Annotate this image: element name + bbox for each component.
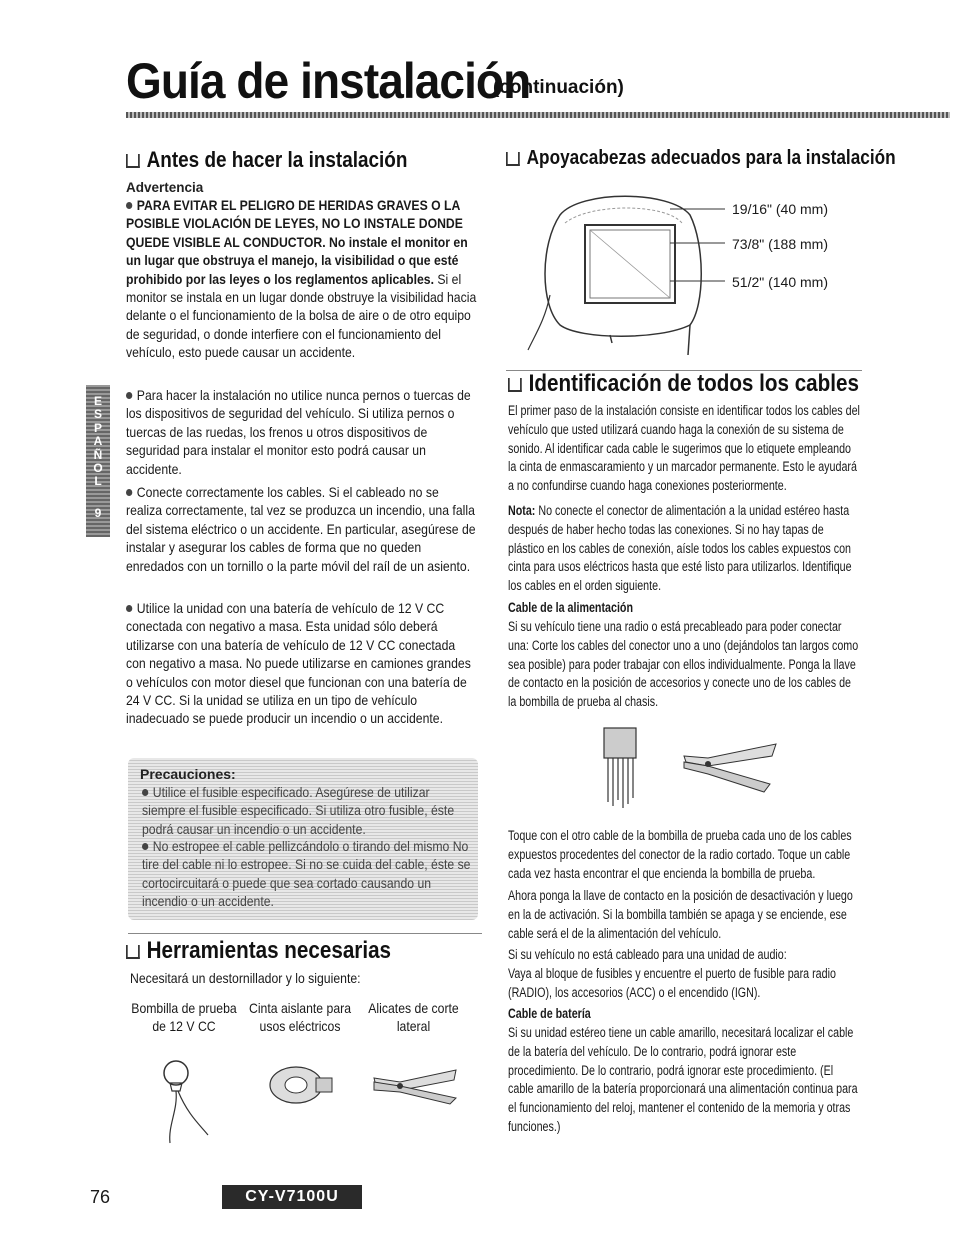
- language-side-tab: [86, 385, 110, 537]
- section-heading-antes: Antes de hacer la instalación: [126, 147, 407, 173]
- side-tab-letter: L: [94, 474, 102, 489]
- checkbox-icon: [506, 152, 520, 166]
- warning-bold: PARA EVITAR EL PELIGRO DE HERIDAS GRAVES O LA POSIBLE VIOLACIÓN DE LEYES, NO LO INSTALE DONDE QUEDE VISIBLE AL CONDUCTOR. No instale el monitor en un lugar que obstruya el manejo, la visibilidad o que esté prohibido por las leyes o los reglamentos aplicables.: [126, 198, 468, 287]
- identificacion-para-3: Ahora ponga la llave de contacto en la posición de desactivación y luego en la de activación. Si la bombilla también se apaga y se enciende, ese cable será el de la alimentación del vehículo.: [508, 888, 853, 941]
- side-cutter-pliers-icon: [370, 1060, 460, 1110]
- identificacion-para-5: Vaya al bloque de fusibles y encuentre el puerto de fusible para radio (RADIO), los accesorios (ACC) o el encendido (IGN).: [508, 966, 836, 1000]
- side-tab-letter: P: [93, 420, 102, 435]
- headrest-diagram: [520, 185, 740, 360]
- identificacion-para-2: Toque con el otro cable de la bombilla de prueba cada uno de los cables expuestos procedentes del conector de la radio cortado. Toque un cable cada vez hasta encontrar el que encienda la bombilla de prueba.: [508, 828, 852, 881]
- dimension-label-2: 73/8" (188 mm): [732, 236, 829, 252]
- subheading-bateria: Cable de batería: [508, 1006, 591, 1021]
- tool-label-bombilla: Bombilla de prueba de 12 V CC: [131, 1001, 237, 1035]
- side-tab-letter: S: [93, 407, 102, 422]
- identificacion-para-1: El primer paso de la instalación consiste en identificar todos los cables del vehículo que usted utilizará cuando haga la conexión de su sistema de sonido. Al identificar cada cable le sugerimos que lo etiquete empleando la cinta de enmascaramiento y un marcador permanente. Esto le ayudará a no confundirse cuando haga conexiones posteriormente.: [508, 403, 860, 494]
- bullet-icon: [126, 202, 132, 209]
- bullet-icon: [126, 489, 132, 496]
- side-tab-letter: A: [93, 434, 103, 449]
- bullet-icon: [142, 789, 148, 796]
- precauciones-title: Precauciones:: [140, 766, 236, 782]
- identificacion-para-4: Si su vehículo no está cableado para una unidad de audio:: [508, 947, 787, 962]
- bullet-3: Utilice la unidad con una batería de vehículo de 12 V CC conectada con negativo a masa. Esta unidad sólo deberá utilizarse con una batería de vehículo de 12 V CC conectada con negativo a masa. No puede utilizarse en camiones grandes o vehículos con motor diesel que funcionan con una batería de 24 V CC. Si la unidad se utiliza en un tipo de vehículo inadecuado se puede producir un incendio o un accidente.: [126, 601, 471, 727]
- checkbox-icon: [508, 378, 522, 392]
- page-title: Guía de instalación: [126, 53, 531, 109]
- warning-rest: Si el monitor se instala en un lugar donde obstruye la visibilidad hacia delante o el funcionamiento de la bolsa de aire o de otro equipo de seguridad, o donde interfiere con el funcionamiento del vehículo, esto puede causar un accidente.: [126, 271, 477, 361]
- page-number: 76: [90, 1187, 111, 1207]
- bullet-icon: [126, 605, 132, 612]
- subheading-alimentacion: Cable de la alimentación: [508, 600, 634, 615]
- precaucion-item-1: Utilice el fusible especificado. Asegúrese de utilizar siempre el fusible especificado. Si utiliza otro fusible, éste podrá causar un incendio o un accidente.: [142, 785, 455, 837]
- section-heading-apoyacabezas: Apoyacabezas adecuados para la instalación: [506, 147, 896, 170]
- side-tab-letter: O: [93, 461, 103, 476]
- page-subtitle: (continuación): [493, 77, 624, 98]
- title-rule: [126, 112, 950, 118]
- checkbox-icon: [126, 154, 140, 168]
- bullet-2: Conecte correctamente los cables. Si el cableado no se realiza correctamente, tal vez se produzca un incendio, una falla del sistema eléctrico o un accidente. En particular, asegúrese de instalar y asegurar los cables de forma que no queden enredados con un tornillo o la parte móvil del raíl de un asiento.: [126, 485, 476, 574]
- side-tab-letter: E: [93, 394, 102, 408]
- bullet-icon: [126, 392, 132, 399]
- electrical-tape-icon: [266, 1060, 336, 1110]
- warning-block: [126, 197, 477, 363]
- connector-and-pliers-illustration: [598, 722, 788, 812]
- advertencia-label: Advertencia: [126, 180, 204, 195]
- checkbox-icon: [126, 945, 140, 959]
- test-bulb-icon: [160, 1055, 220, 1145]
- dimension-label-1: 19/16" (40 mm): [732, 201, 829, 217]
- tool-label-cinta: Cinta aislante para usos eléctricos: [248, 1001, 352, 1035]
- bullet-1: Para hacer la instalación no utilice nunca pernos o tuercas de los dispositivos de seguridad del vehículo. Si utiliza pernos o tuercas de las ruedas, los frenos u otros dispositivos de seguridad para instalar el monitor esto podrá causar un accidente.: [126, 388, 471, 477]
- section-heading-herramientas: Herramientas necesarias: [126, 937, 391, 965]
- herramientas-intro: Necesitará un destornillador y lo siguiente:: [130, 971, 361, 986]
- alimentacion-text: Si su vehículo tiene una radio o está precableado para poder conectar una: Corte los cables del conector uno a uno (dejándolos tan largos como sea posible) para poder trabajar con ellos individualmente. Ponga la llave de contacto en la posición de accesorios y conecte uno de los cables de la bombilla de prueba al chasis.: [508, 619, 859, 710]
- tool-label-alicates: Alicates de corte lateral: [368, 1001, 459, 1035]
- nota-label: Nota:: [508, 503, 536, 518]
- section-heading-identificacion: Identificación de todos los cables: [508, 370, 859, 398]
- nota-paragraph: Nota: No conecte el conector de alimentación a la unidad estéreo hasta después de haber hecho todas las conexiones. Si no hay tapas de plástico en los cables de conexión, aísle todos los cables expuestos con cinta para usos eléctricos hasta que esté listo para utilizarlos. Identifique los cables en el orden siguiente.: [508, 503, 852, 594]
- dimension-label-3: 51/2" (140 mm): [732, 274, 829, 290]
- side-tab-letter: Ñ: [93, 447, 103, 462]
- section-divider: [128, 933, 482, 934]
- bullet-icon: [142, 843, 148, 850]
- bateria-text: Si su unidad estéreo tiene un cable amarillo, necesitará localizar el cable de la batería del vehículo. De lo contrario, podrá ignorar este procedimiento. De lo contrario, podrá ignorar este procedimiento. (El cable amarillo de la batería proporcionará una alimentación continua para el funcionamiento del reloj, mantener el contenido de la memoria y otras funciones.): [508, 1025, 858, 1134]
- side-tab-number: 9: [94, 505, 102, 520]
- model-badge: CY-V7100U: [222, 1185, 362, 1209]
- precaucion-item-2: No estropee el cable pellizcándolo o tirando del mismo No tire del cable ni lo estropee. Si no se cuida del cable, éste se cortocircuitará o puede que sea cortado causando un incendio o un accidente.: [142, 839, 471, 910]
